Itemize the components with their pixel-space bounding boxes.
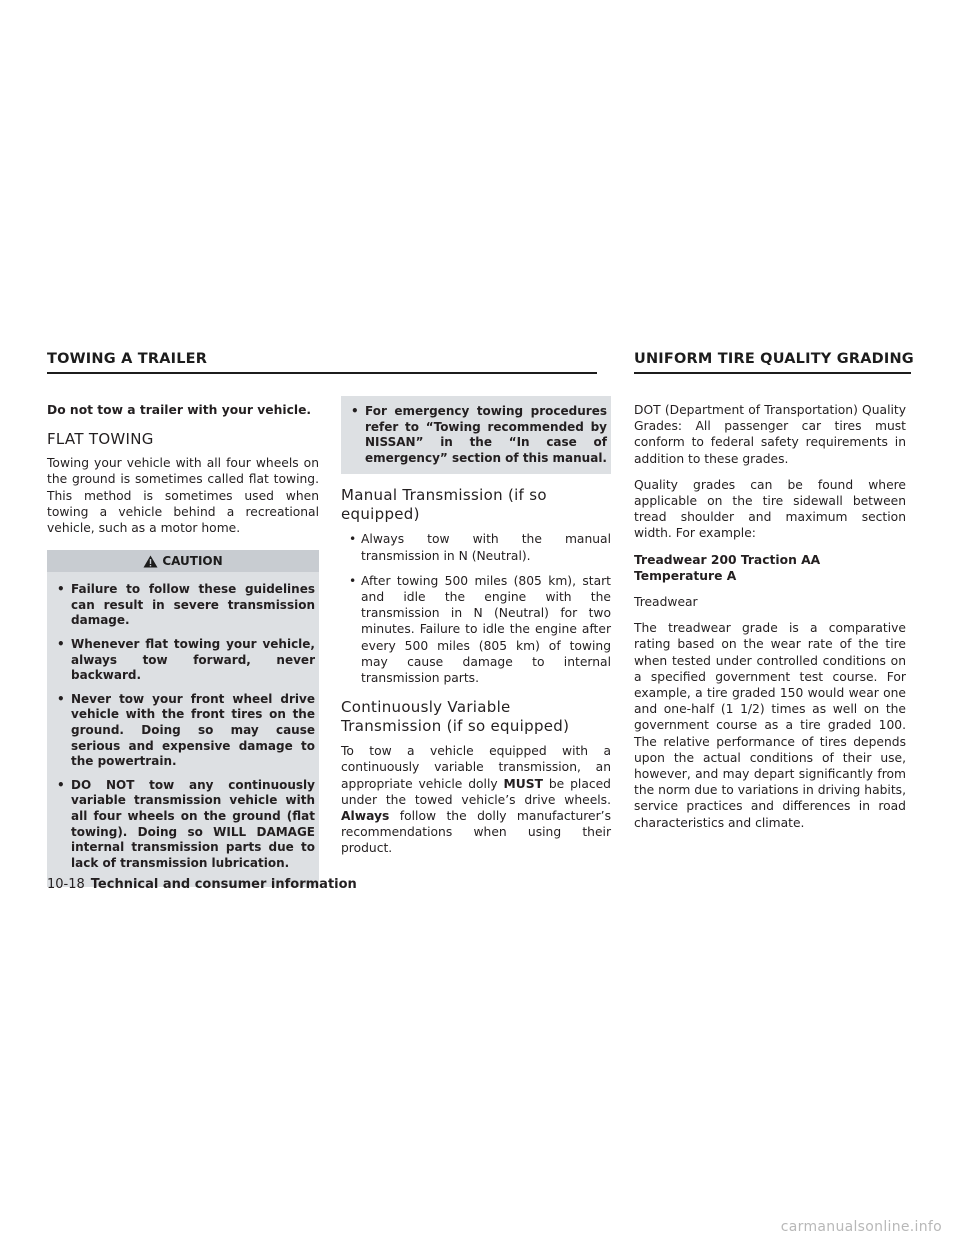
column-middle [341,402,611,867]
caution-item: • Never tow your front wheel drive vehicle with the front tires on the ground. Doing so may cause serious and expensive damage to the powertrain. [57,692,315,770]
watermark-text: carmanualsonline.info [780,1219,942,1235]
page-footer [47,877,357,892]
section-title-tire-grading: UNIFORM TIRE QUALITY GRADING [634,351,914,367]
manual-transmission-heading: Manual Transmission (if so equipped) [341,486,547,524]
caution-box [47,550,319,887]
no-trailer-warning: Do not tow a trailer with your vehicle. [47,403,312,417]
cvt-text [341,743,611,856]
treadwear-text: The treadwear grade is a comparative rating based on the wear rate of the tire when tested under controlled conditions on a specified government test course. For example, a tire graded 150 would wear one and one-half (1 1/2) times as well on the government course as a tire graded 100. The relative performance of tires depends upon the actual conditions of their use, however, and may depart significantly from the norm due to variations in driving habits, service practices and differences in road characteristics and climate. [634,621,906,830]
flat-towing-heading: FLAT TOWING [47,430,154,449]
cvt-heading: Continuously Variable Transmission (if so equipped) [341,698,570,736]
grades-location-text: Quality grades can be found where applicable on the tire sidewall between tread shoulder and maximum section width. For example: [634,477,906,541]
column-left [47,402,319,887]
section-rule-right [634,372,911,374]
column-right [634,402,906,841]
caution-item: • Failure to follow these guidelines can result in severe transmission damage. [57,582,315,629]
emergency-towing-item: • For emergency towing procedures refer to “Towing recommended by NISSAN” in the “In case of emergency” section of this manual. [351,404,607,466]
cvt-text-part: To tow a vehicle equipped with a continuously variable transmission, an appropriate vehicle dolly [341,744,611,791]
cvt-text-part: follow the dolly manufacturer’s recommendations when using their product. [341,809,611,856]
caution-item: • Whenever flat towing your vehicle, always tow forward, never backward. [57,637,315,684]
caution-header [47,550,319,572]
cvt-must: MUST [503,776,543,791]
caution-item: • DO NOT tow any continuously variable transmission vehicle with all four wheels on the ground (flat towing). Doing so WILL DAMAGE internal transmission parts due to lack of transmission lubrication. [57,778,315,872]
page-number: 10-18 [47,877,85,892]
emergency-towing-note [341,396,611,474]
treadwear-heading: Treadwear [634,595,698,610]
warning-triangle-icon [143,555,158,568]
dot-grades-text: DOT (Department of Transportation) Quality Grades: All passenger car tires must conform to federal safety requirements in addition to these grades. [634,403,906,466]
list-item: • Always tow with the manual transmission in N (Neutral). [349,531,611,563]
caution-list [47,572,319,871]
cvt-text-part: be placed under the towed vehicle’s drive wheels. [341,776,611,807]
grade-example: Treadwear 200 Traction AA Temperature A [634,552,821,583]
footer-section-title: Technical and consumer information [90,877,357,892]
cvt-always: Always [341,809,390,824]
caution-label: CAUTION [162,554,223,569]
flat-towing-text: Towing your vehicle with all four wheels on the ground is sometimes called flat towing. This method is sometimes used when towing a vehicle behind a recreational vehicle, such as a motor home. [47,456,319,536]
manual-transmission-list [341,531,611,686]
list-item: • After towing 500 miles (805 km), start and idle the engine with the transmission in N (Neutral) for two minutes. Failure to idle the engine after every 500 miles (805 km) of towing may cause damage to internal transmission parts. [349,573,611,686]
section-title-towing-trailer: TOWING A TRAILER [47,351,208,367]
section-rule-left [47,372,597,374]
